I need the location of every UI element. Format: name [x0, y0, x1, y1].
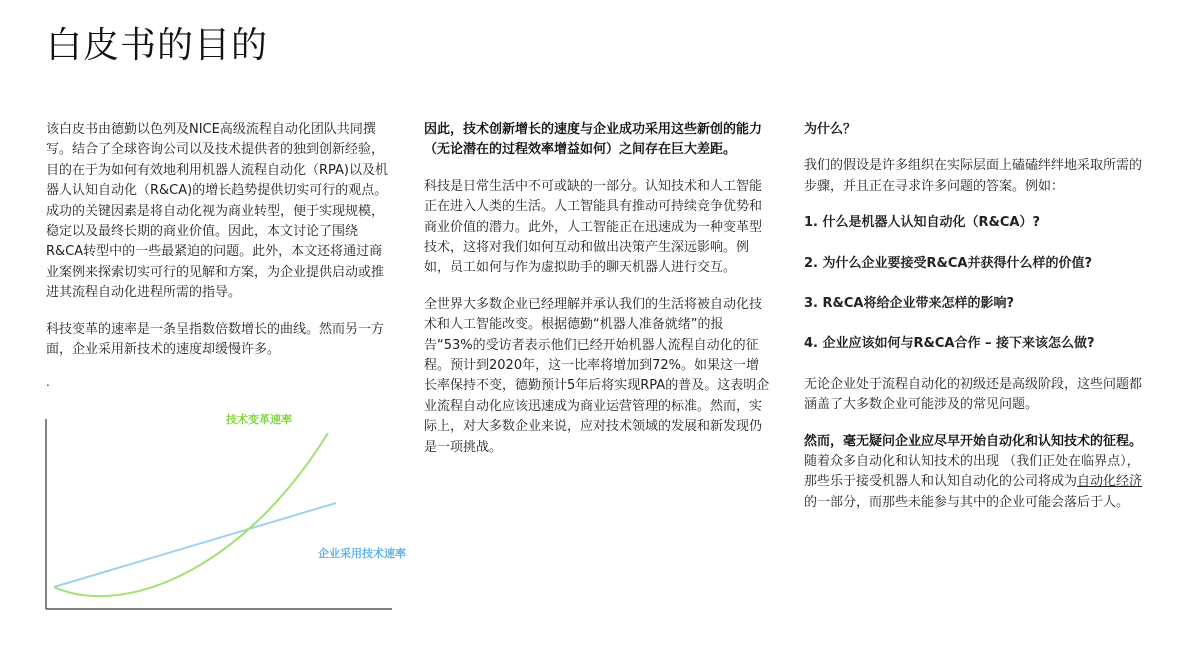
page-title: 白皮书的目的 [46, 25, 269, 66]
adoption-paragraph: 全世界大多数企业已经理解并承认我们的生活将被自动化技术和人工智能改变。根据德勤“机器人准备就绪”的报告“53%的受访者表示他们已经开始机器人流程自动化的征程。预计到2020年，这一比率将增加到72%。如果这一增长率保持不变，德勤预计5年后将实现RPA的普及。这表明企业流程自动化应该迅速成为商业运营管理的标准。然而，实际上，对大多数企业来说，应对技术领域的发展和新发现仍是一项挑战。 [424, 296, 770, 455]
gap-statement: 因此，技术创新增长的速度与企业成功采用这些新创的能力（无论潜在的过程效率增益如何）之间存在巨大差距。 [424, 122, 763, 158]
column-middle [424, 120, 770, 474]
growth-chart-svg [40, 405, 430, 617]
adoption-rate-line [54, 503, 336, 587]
conclusion-text: 随着众多自动化和认知技术的出现 （我们正处在临界点），那些乐于接受机器人和认知自动化的公司将成为 [804, 454, 1140, 490]
tech-change-label: 技术变革速率 [226, 413, 292, 426]
question-item: 3. R&CA将给企业带来怎样的影响? [804, 296, 1014, 312]
conclusion-bold: 然而，毫无疑问企业应尽早开始自动化和认知技术的征程。 [804, 433, 1143, 449]
conclusion-paragraph [804, 432, 1148, 514]
growth-chart [40, 405, 430, 617]
ai-paragraph: 科技是日常生活中不可或缺的一部分。认知技术和人工智能正在进入人类的生活。人工智能具有推动可持续竞争优势和商业价值的潜力。此外，人工智能正在迅速成为一种变革型技术，这将对我们如何互动和做出决策产生深远影响。例如，员工如何与作为虚拟助手的聊天机器人进行交互。 [424, 178, 763, 276]
column-left [46, 120, 388, 404]
coverage-paragraph: 无论企业处于流程自动化的初级还是高级阶段，这些问题都涵盖了大多数企业可能涉及的常见问题。 [804, 376, 1143, 413]
intro-paragraph: 该白皮书由德勤以色列及NICE高级流程自动化团队共同撰写。结合了全球咨询公司以及技术提供者的独到创新经验，目的在于为如何有效地利用机器人流程自动化（RPA)以及机器人认知自动化（R&CA)的增长趋势提供切实可行的观点。成功的关键因素是将自动化视为商业转型，便于实现规模，稳定以及最终长期的商业价值。因此，本文讨论了围绕R&CA转型中的一些最紧迫的问题。此外，本文还将通过商业案例来探索切实可行的见解和方案，为企业提供启动或推进其流程自动化进程所需的指导。 [46, 122, 389, 301]
stray-dot: . [46, 375, 50, 390]
hypothesis-paragraph: 我们的假设是许多组织在实际层面上磕磕绊绊地采取所需的步骤，并且正在寻求许多问题的答案。例如： [804, 158, 1143, 194]
question-item: 4. 企业应该如何与R&CA合作 – 接下来该怎么做? [804, 336, 1095, 352]
why-heading: 为什么？ [804, 122, 857, 137]
conclusion-end: 的一部分，而那些未能参与其中的企业可能会落后于人。 [804, 494, 1130, 510]
question-item: 2. 为什么企业要接受R&CA并获得什么样的价值? [804, 255, 1092, 271]
adoption-rate-label: 企业采用技术速率 [318, 547, 406, 560]
tech-change-curve [54, 433, 328, 596]
column-right [804, 120, 1148, 529]
question-list [804, 213, 1148, 355]
automation-economy-link[interactable]: 自动化经济 [1077, 474, 1143, 490]
tech-change-paragraph: 科技变革的速率是一条呈指数倍数增长的曲线。然而另一方面，企业采用新技术的速度却缓慢许多。 [46, 321, 385, 358]
question-item: 1. 什么是机器人认知自动化（R&CA）? [804, 215, 1040, 231]
